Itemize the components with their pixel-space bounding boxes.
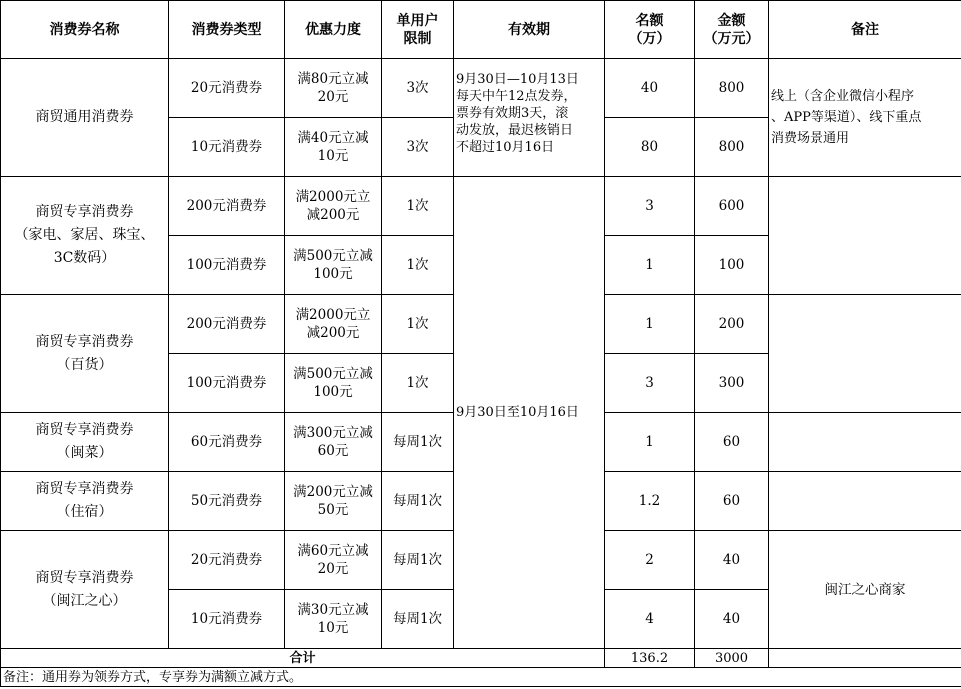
- discount-line: 满30元立减: [297, 602, 369, 618]
- voucher-name-line: （家电、家居、珠宝、: [14, 227, 155, 243]
- discount-cell: [285, 118, 382, 177]
- header-remark: 备注: [769, 1, 961, 59]
- discount-cell: [285, 295, 382, 354]
- footnote: 备注：通用券为领券方式，专享券为满额立减方式。: [1, 668, 961, 687]
- remark-line: 消费场景通用: [771, 131, 850, 146]
- discount-line: 满2000元立: [295, 189, 371, 205]
- table-row: [1, 177, 961, 236]
- header-name: 消费券名称: [1, 1, 169, 59]
- voucher-name-cell: [1, 295, 169, 413]
- voucher-name-line: 商贸专享消费券: [35, 422, 134, 438]
- voucher-type-cell: 20元消费券: [169, 59, 285, 118]
- quota-cell: 80: [605, 118, 695, 177]
- header-limit: [382, 1, 454, 59]
- discount-line: 60元: [317, 443, 349, 459]
- discount-cell: [285, 177, 382, 236]
- remark-empty-cell: [769, 413, 961, 472]
- quota-cell: 1.2: [605, 472, 695, 531]
- voucher-type-cell: 10元消费券: [169, 118, 285, 177]
- total-amount: 3000: [695, 649, 769, 668]
- header-quota: [605, 1, 695, 59]
- validity-line: 不超过10月16日: [456, 140, 555, 155]
- quota-cell: 40: [605, 59, 695, 118]
- voucher-type-cell: 100元消费券: [169, 354, 285, 413]
- discount-line: 满40元立减: [297, 130, 369, 146]
- quota-cell: 1: [605, 295, 695, 354]
- header-type: 消费券类型: [169, 1, 285, 59]
- voucher-name-cell: [1, 413, 169, 472]
- discount-line: 减200元: [306, 325, 360, 341]
- discount-cell: [285, 413, 382, 472]
- table-row: [1, 59, 961, 118]
- discount-cell: [285, 590, 382, 649]
- discount-cell: [285, 472, 382, 531]
- voucher-type-cell: 200元消费券: [169, 295, 285, 354]
- quota-cell: 3: [605, 354, 695, 413]
- total-quota: 136.2: [605, 649, 695, 668]
- header-limit-line2: 限制: [403, 30, 432, 47]
- voucher-type-cell: 20元消费券: [169, 531, 285, 590]
- discount-line: 减200元: [306, 207, 360, 223]
- validity-line: 票券有效期3天，滚: [456, 106, 569, 121]
- remark-empty-cell: [769, 177, 961, 295]
- header-quota-line2: （万）: [628, 30, 671, 47]
- limit-cell: 1次: [382, 177, 454, 236]
- validity-exclusive-cell: 9月30日至10月16日: [454, 177, 605, 649]
- voucher-name-line: 商贸专享消费券: [35, 569, 134, 586]
- quota-cell: 2: [605, 531, 695, 590]
- voucher-name-line: 3C数码）: [53, 250, 116, 266]
- header-amount-line2: （万元）: [703, 30, 760, 47]
- discount-cell: [285, 531, 382, 590]
- voucher-name-line: 商贸通用消费券: [35, 109, 134, 125]
- quota-cell: 4: [605, 590, 695, 649]
- total-remark-empty: [769, 649, 961, 668]
- discount-line: 满2000元立: [295, 307, 371, 323]
- discount-line: 满200元立减: [293, 484, 373, 500]
- voucher-name-cell: [1, 59, 169, 177]
- voucher-name-line: 商贸专享消费券: [35, 481, 134, 497]
- voucher-type-cell: 200元消费券: [169, 177, 285, 236]
- discount-line: 10元: [317, 148, 349, 164]
- remark-minjiang-cell: 闽江之心商家: [769, 531, 961, 649]
- header-amount: [695, 1, 769, 59]
- limit-cell: 3次: [382, 118, 454, 177]
- voucher-type-cell: 100元消费券: [169, 236, 285, 295]
- discount-line: 10元: [317, 620, 349, 636]
- amount-cell: 800: [695, 118, 769, 177]
- discount-cell: [285, 236, 382, 295]
- limit-cell: 每周1次: [382, 590, 454, 649]
- discount-line: 满60元立减: [297, 543, 369, 559]
- amount-cell: 40: [695, 531, 769, 590]
- header-quota-line1: 名额: [635, 12, 664, 29]
- header-row: [1, 1, 961, 59]
- remark-line: 线上（含企业微信小程序: [771, 89, 915, 104]
- voucher-type-cell: 50元消费券: [169, 472, 285, 531]
- quota-cell: 3: [605, 177, 695, 236]
- header-amount-line1: 金额: [717, 12, 746, 29]
- remark-empty-cell: [769, 472, 961, 531]
- discount-line: 满300元立减: [293, 425, 373, 441]
- quota-cell: 1: [605, 413, 695, 472]
- remark-line: 、APP等渠道）、线下重点: [771, 110, 922, 125]
- voucher-name-line: 商贸专享消费券: [35, 204, 134, 220]
- amount-cell: 800: [695, 59, 769, 118]
- discount-line: 满500元立减: [293, 366, 373, 382]
- validity-line: 动发放，最迟核销日: [456, 123, 574, 138]
- amount-cell: 200: [695, 295, 769, 354]
- voucher-name-cell: [1, 177, 169, 295]
- voucher-name-line: （闽江之心）: [42, 592, 127, 609]
- voucher-name-line: （百货）: [56, 356, 113, 373]
- discount-line: 100元: [313, 266, 353, 282]
- amount-cell: 100: [695, 236, 769, 295]
- discount-line: 50元: [317, 502, 349, 518]
- header-validity: 有效期: [454, 1, 605, 59]
- voucher-name-line: （住宿）: [56, 504, 113, 520]
- header-discount: 优惠力度: [285, 1, 382, 59]
- header-limit-line1: 单用户: [396, 12, 439, 29]
- discount-line: 满500元立减: [293, 248, 373, 264]
- validity-general-cell: [454, 59, 605, 177]
- total-row: [1, 649, 961, 668]
- total-label: 合计: [1, 649, 605, 668]
- discount-line: 20元: [317, 561, 349, 577]
- voucher-type-cell: 60元消费券: [169, 413, 285, 472]
- discount-line: 100元: [313, 384, 353, 400]
- voucher-name-line: 商贸专享消费券: [35, 333, 134, 350]
- validity-line: 9月30日—10月13日: [456, 72, 579, 87]
- limit-cell: 3次: [382, 59, 454, 118]
- limit-cell: 每周1次: [382, 413, 454, 472]
- amount-cell: 60: [695, 413, 769, 472]
- voucher-type-cell: 10元消费券: [169, 590, 285, 649]
- limit-cell: 每周1次: [382, 472, 454, 531]
- amount-cell: 40: [695, 590, 769, 649]
- voucher-name-line: （闽菜）: [56, 445, 113, 461]
- amount-cell: 300: [695, 354, 769, 413]
- limit-cell: 1次: [382, 295, 454, 354]
- limit-cell: 1次: [382, 236, 454, 295]
- discount-cell: [285, 59, 382, 118]
- amount-cell: 60: [695, 472, 769, 531]
- quota-cell: 1: [605, 236, 695, 295]
- amount-cell: 600: [695, 177, 769, 236]
- voucher-name-cell: [1, 531, 169, 649]
- discount-line: 20元: [317, 89, 349, 105]
- footnote-row: [1, 668, 961, 687]
- discount-line: 满80元立减: [297, 71, 369, 87]
- voucher-name-cell: [1, 472, 169, 531]
- remark-general-cell: [769, 59, 961, 177]
- discount-cell: [285, 354, 382, 413]
- limit-cell: 每周1次: [382, 531, 454, 590]
- remark-empty-cell: [769, 295, 961, 413]
- limit-cell: 1次: [382, 354, 454, 413]
- validity-line: 每天中午12点发券，: [456, 89, 577, 104]
